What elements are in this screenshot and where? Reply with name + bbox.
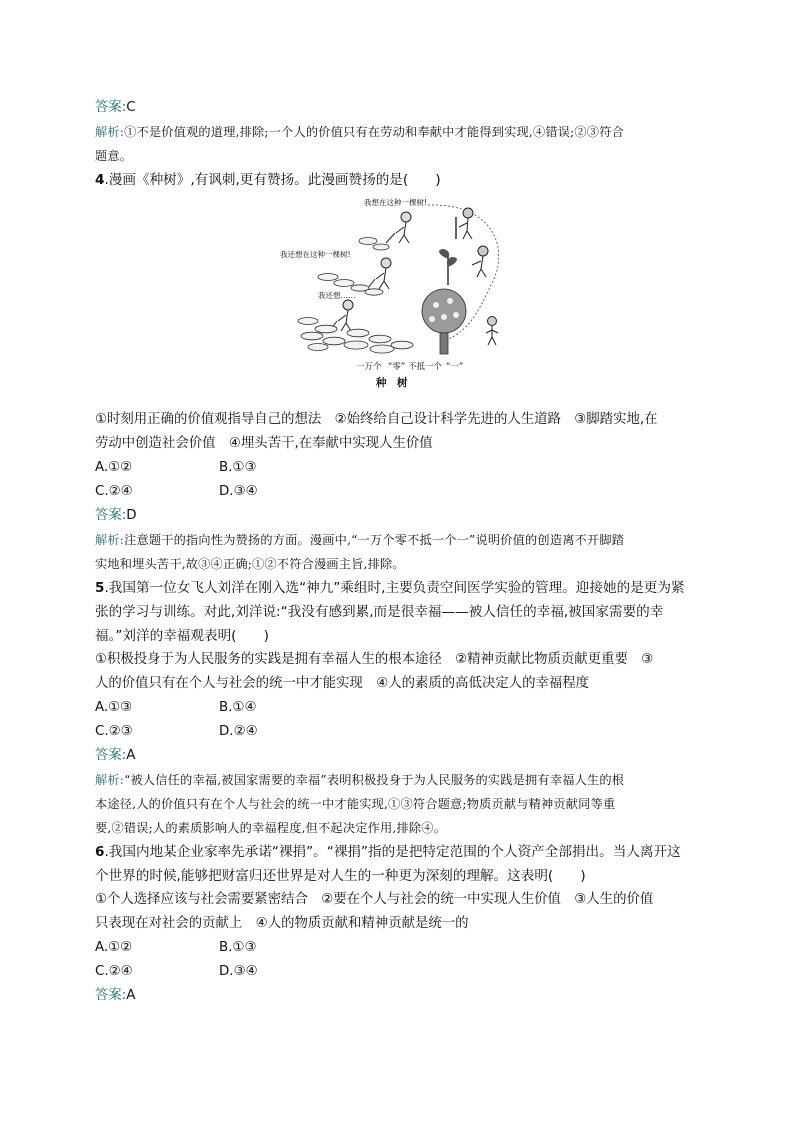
question-text: .我国内地某企业家率先承诺“裸捐”。“裸捐”指的是把特定范围的个人资产全部捐出。当人离开这	[104, 844, 681, 860]
answer-value: D	[126, 508, 137, 523]
planter-figure-1	[456, 208, 473, 239]
speech-bubble-1: 我想在这种一棵树!	[364, 198, 428, 207]
q5-option-b: B.①④	[219, 700, 257, 715]
q6-stem-line-2: 个世界的时候,能够把财富归还世界是对人生的一种更为深刻的理解。这表明( )	[95, 868, 586, 884]
q5-analysis-line-1	[95, 770, 624, 790]
q5-analysis-line-2: 本途径,人的价值只有在个人与社会的统一中才能实现,①③符合题意;物质贡献与精神贡献同等重	[95, 797, 616, 811]
answer-value: A	[126, 988, 136, 1003]
digger-figure-2	[368, 258, 391, 289]
q5-option-d: D.②④	[219, 724, 258, 739]
q6-answer	[95, 986, 135, 1006]
question-number: 6	[95, 844, 105, 860]
q4-option-d: D.③④	[219, 484, 258, 499]
q5-statements-line-2: 人的价值只有在个人与社会的统一中才能实现 ④人的素质的高低决定人的幸福程度	[95, 676, 590, 691]
cartoon-title: 种 树	[376, 377, 408, 388]
cartoon-caption-4: “一”	[446, 362, 464, 372]
analysis-text: “被人信任的幸福,被国家需要的幸福”表明积极投身于为人民服务的实践是拥有幸福人生的根	[124, 773, 625, 787]
q6-option-a: A.①②	[95, 940, 133, 955]
analysis-label: 解析:	[95, 533, 125, 547]
q4-statements-line-1: ①时刻用正确的价值观指导自己的想法 ②始终给自己设计科学先进的人生道路 ③脚踏实地,在	[95, 412, 658, 427]
answer-label: 答案:	[95, 100, 127, 115]
question-text: .我国第一位女飞人刘洋在刚入选“神九”乘组时,主要负责空间医学实验的管理。迎接她的是更为紧	[104, 580, 685, 596]
q5-statements-line-1: ①积极投身于为人民服务的实践是拥有幸福人生的根本途径 ②精神贡献比物质贡献更重要 ③	[95, 652, 654, 667]
answer-label: 答案:	[95, 748, 127, 763]
analysis-label: 解析:	[95, 125, 125, 139]
q3-analysis-line-1	[95, 122, 624, 142]
q4-option-c: C.②④	[95, 484, 133, 499]
cartoon-caption-3: 不抵一个	[408, 362, 443, 372]
q3-answer	[95, 98, 136, 118]
q6-option-d: D.③④	[219, 964, 258, 979]
q4-option-a: A.①②	[95, 460, 133, 475]
answer-value: A	[126, 748, 136, 763]
q5-stem-line-1	[95, 578, 685, 598]
q6-stem-line-1	[95, 842, 681, 862]
q6-statements-line-1: ①个人选择应该与社会需要紧密结合 ②要在个人与社会的统一中实现人生价值 ③人生的价值	[95, 892, 654, 907]
sapling-icon	[439, 249, 457, 285]
q5-stem-line-3: 福。”刘洋的幸福观表明( )	[95, 628, 269, 644]
answer-value: C	[126, 100, 136, 115]
child-figure	[486, 317, 498, 346]
question-number: 5	[95, 580, 105, 596]
answer-label: 答案:	[95, 508, 127, 523]
q4-analysis-line-2: 实地和埋头苦干,故③④正确;①②不符合漫画主旨,排除。	[95, 557, 405, 571]
cartoon-caption-2: “零”	[388, 362, 406, 372]
q3-analysis-line-2: 题意。	[95, 149, 133, 163]
q5-option-a: A.①③	[95, 700, 133, 715]
q4-statements-line-2: 劳动中创造社会价值 ④埋头苦干,在奉献中实现人生价值	[95, 436, 433, 451]
q4-answer	[95, 506, 137, 526]
answer-label: 答案:	[95, 988, 127, 1003]
digger-figure-1	[386, 212, 411, 243]
speech-bubble-2: 我还想在这种一棵树!	[280, 250, 351, 259]
q5-stem-line-2: 张的学习与训练。对此,刘洋说:“我没有感到累,而是很幸福——被人信任的幸福,被国家需要的幸	[95, 604, 664, 620]
speech-bubble-3: 我还想……	[318, 291, 356, 300]
q4-stem	[95, 170, 441, 190]
q6-option-c: C.②④	[95, 964, 133, 979]
q4-option-b: B.①③	[219, 460, 257, 475]
cartoon-planting-trees	[278, 193, 518, 388]
analysis-text: 注意题干的指向性为赞扬的方面。漫画中,“一万个零不抵一个一”说明价值的创造离不开脚踏	[124, 533, 625, 547]
q5-analysis-line-3: 要,②错误;人的素质影响人的幸福程度,但不起决定作用,排除④。	[95, 821, 446, 835]
q4-analysis-line-1	[95, 530, 624, 550]
cartoon-caption-1: 一万个	[356, 362, 382, 372]
question-number: 4	[95, 172, 105, 188]
holes-row-3	[298, 318, 413, 354]
q6-option-b: B.①③	[219, 940, 257, 955]
analysis-text: ①不是价值观的道理,排除;一个人的价值只有在劳动和奉献中才能得到实现,④错误;②③符合	[124, 125, 624, 139]
analysis-label: 解析:	[95, 773, 125, 787]
planter-figure-2	[472, 246, 488, 277]
holes-row-1	[359, 238, 389, 251]
q5-answer	[95, 746, 135, 766]
question-text: .漫画《种树》,有讽刺,更有赞扬。此漫画赞扬的是( )	[104, 172, 441, 188]
q5-option-c: C.②③	[95, 724, 133, 739]
q6-statements-line-2: 只表现在对社会的贡献上 ④人的物质贡献和精神贡献是统一的	[95, 916, 469, 931]
tree-icon	[422, 289, 466, 354]
